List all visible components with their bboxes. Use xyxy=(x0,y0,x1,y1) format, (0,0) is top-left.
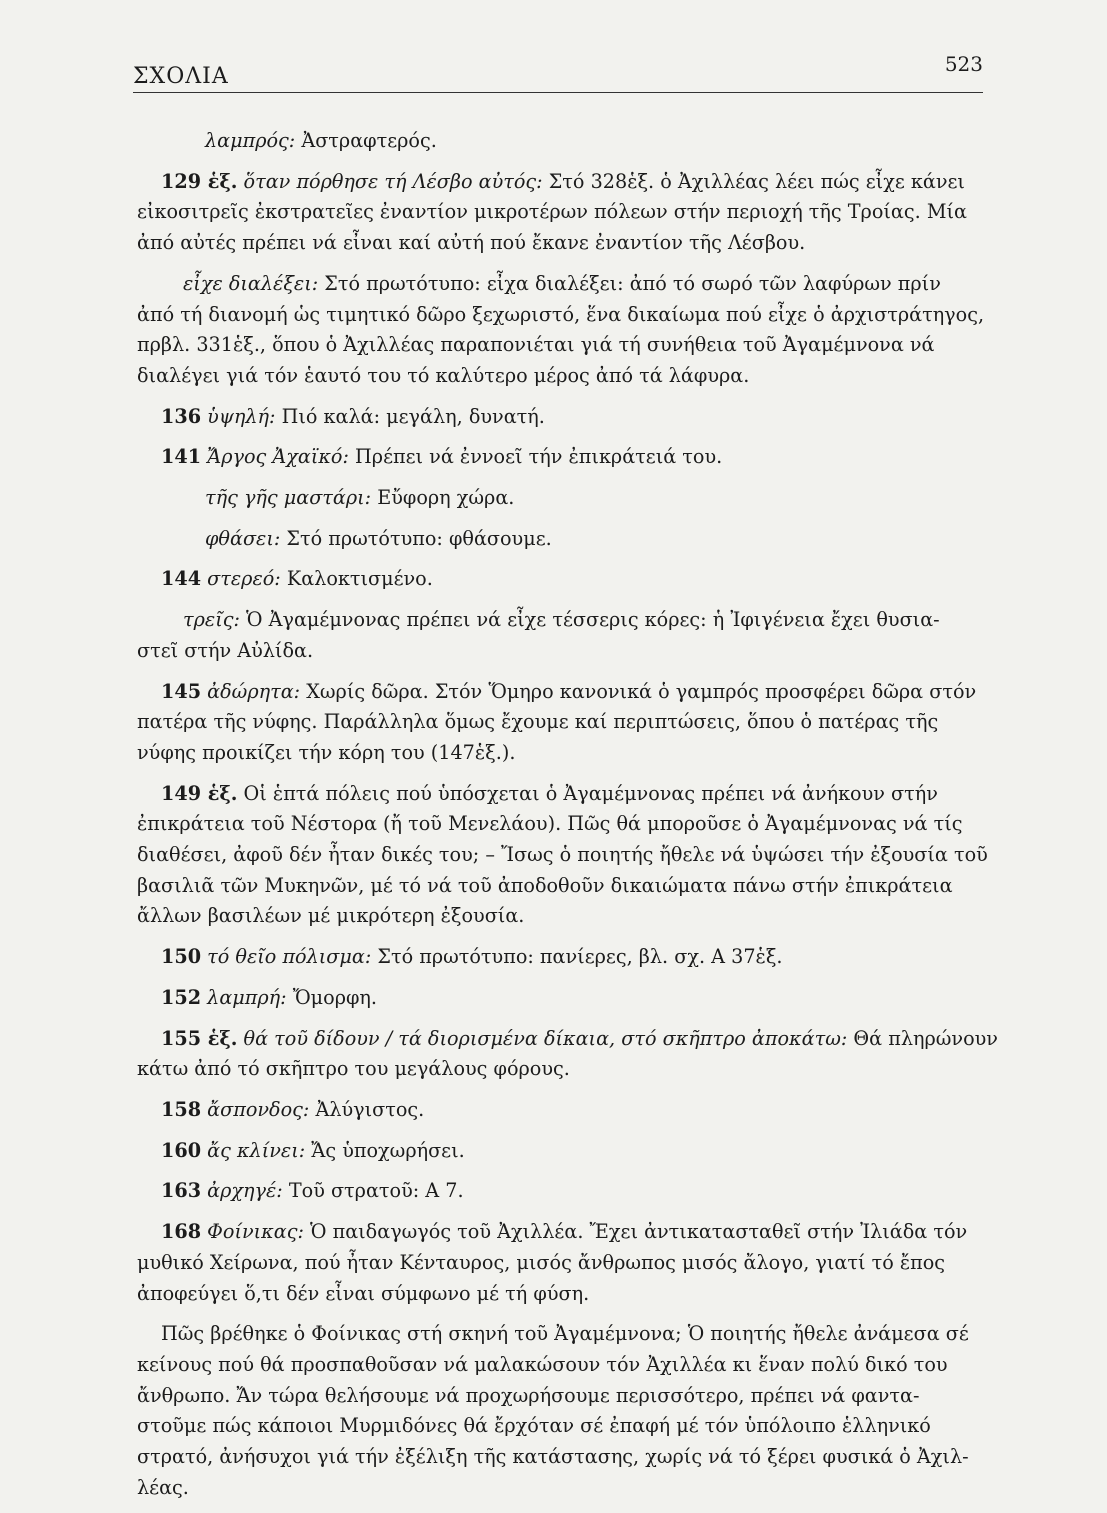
text-line xyxy=(137,402,983,433)
gloss: ἀποφεύγει ὅ,τι δέν εἶναι σύμφωνο μέ τή φύση. xyxy=(137,1281,590,1305)
running-title: ΣΧΟΛΙΑ xyxy=(133,64,229,89)
gloss: Ὁ Ἀγαμέμνονας πρέπει νά εἶχε τέσσερις κόρες: ἡ Ἰφιγένεια ἔχει θυσια- xyxy=(239,608,940,632)
text-line xyxy=(137,1473,983,1504)
gloss: μυθικό Χείρωνα, πού ἦταν Κένταυρος, μισός ἄνθρωπος μισός ἄλογο, γιατί τό ἔπος xyxy=(137,1250,946,1274)
gloss: νύφης προικίζει τήν κόρη του (147ἑξ.). xyxy=(137,740,516,764)
text-line xyxy=(137,524,983,555)
commentary-entry xyxy=(137,779,988,933)
commentary-entry xyxy=(137,126,983,157)
gloss: Στό πρωτότυπο: πανίερες, βλ. σχ. Α 37ἑξ. xyxy=(371,945,783,969)
line-number: 144 xyxy=(161,567,202,591)
line-number: 129 ἑξ. xyxy=(161,169,238,193)
gloss: Στό 328ἑξ. ὁ Ἀχιλλέας λέει πώς εἶχε κάνει xyxy=(542,169,965,193)
lemma: τό θεῖο πόλισμα: xyxy=(201,945,372,969)
line-number: 158 xyxy=(161,1097,202,1121)
gloss: ἄλλων βασιλέων μέ μικρότερη ἐξουσία. xyxy=(137,904,525,928)
text-line xyxy=(137,269,983,300)
lemma: φθάσει: xyxy=(205,526,281,550)
gloss: Χωρίς δῶρα. Στόν Ὅμηρο κανονικά ὁ γαμπρός προσφέρει δῶρα στόν xyxy=(300,679,977,703)
lemma: ὑψηλή: xyxy=(201,404,276,428)
text-line xyxy=(137,1176,983,1207)
text-line xyxy=(137,605,983,636)
text-line xyxy=(137,942,983,973)
line-number: 149 ἑξ. xyxy=(161,781,238,805)
gloss: λέας. xyxy=(137,1475,189,1499)
text-line xyxy=(137,1054,983,1085)
lemma: ἀρχηγέ: xyxy=(201,1179,283,1203)
gloss: Στό πρωτότυπο: εἶχα διαλέξει: ἀπό τό σωρό τῶν λαφύρων πρίν xyxy=(318,271,941,295)
commentary-entry xyxy=(137,1319,983,1503)
line-number: 145 xyxy=(161,679,202,703)
line-number: 141 xyxy=(161,445,202,469)
gloss: Ἄς ὑποχωρήσει. xyxy=(305,1138,465,1162)
lemma: τρεῖς: xyxy=(183,608,240,632)
lemma: ἄσπονδος: xyxy=(201,1097,310,1121)
lemma: λαμπρός: xyxy=(205,129,296,152)
commentary-entry xyxy=(137,1095,983,1126)
text-line xyxy=(137,1136,983,1167)
gloss: διαθέσει, ἀφοῦ δέν ἦταν δικές του; – Ἴσως ὁ ποιητής ἤθελε νά ὑψώσει τήν ἐξουσία τοῦ xyxy=(137,843,988,867)
gloss: Πρέπει νά ἐννοεῖ τήν ἐπικράτειά του. xyxy=(348,445,723,469)
lemma: λαμπρή: xyxy=(201,985,287,1009)
text-line xyxy=(137,1381,983,1412)
text-line xyxy=(137,1279,983,1310)
text-line xyxy=(137,1442,983,1473)
text-line xyxy=(137,809,983,840)
commentary-entry xyxy=(137,983,983,1014)
gloss: Οἱ ἑπτά πόλεις πού ὑπόσχεται ὁ Ἀγαμέμνονας πρέπει νά ἀνήκουν στήν xyxy=(237,781,938,805)
gloss: ἀπό αὐτές πρέπει νά εἶναι καί αὐτή πού ἔκανε ἐναντίον τῆς Λέσβου. xyxy=(137,231,806,255)
commentary-entry xyxy=(137,605,983,666)
commentary-entry xyxy=(137,1217,983,1309)
text-line xyxy=(137,1095,983,1126)
text-line xyxy=(137,228,983,259)
text-line xyxy=(137,779,983,810)
gloss: Πῶς βρέθηκε ὁ Φοίνικας στή σκηνή τοῦ Ἀγαμέμνονα; Ὁ ποιητής ἤθελε ἀνάμεσα σέ xyxy=(161,1322,969,1346)
text-line xyxy=(137,126,983,157)
gloss: εἰκοσιτρεῖς ἐκστρατεῖες ἐναντίον μικροτέρων πόλεων στήν περιοχή τῆς Τροίας. Μία xyxy=(137,200,967,224)
line-number: 160 xyxy=(161,1138,202,1162)
commentary-entry xyxy=(137,564,983,595)
text-line xyxy=(137,1319,983,1350)
lemma: ἀδώρητα: xyxy=(201,679,301,703)
text-line xyxy=(137,901,983,932)
text-line xyxy=(137,1024,998,1055)
lemma: Ἄργος Ἀχαϊκό: xyxy=(201,445,349,469)
commentary-body xyxy=(137,126,998,1513)
text-line xyxy=(137,738,983,769)
gloss: κάτω ἀπό τό σκῆπτρο του μεγάλους φόρους. xyxy=(137,1057,570,1081)
commentary-entry xyxy=(137,1136,983,1167)
commentary-entry xyxy=(137,524,983,555)
commentary-entry xyxy=(137,1024,998,1085)
text-line xyxy=(137,300,983,331)
commentary-entry xyxy=(137,402,983,433)
gloss: ἄνθρωπο. Ἄν τώρα θελήσουμε νά προχωρήσουμε περισσότερο, πρέπει νά φαντα- xyxy=(137,1383,920,1407)
text-line xyxy=(137,167,983,198)
text-line xyxy=(137,983,983,1014)
text-line xyxy=(137,330,983,361)
lemma: εἶχε διαλέξει: xyxy=(183,271,319,295)
page-number: 523 xyxy=(944,52,983,76)
text-line xyxy=(137,1411,983,1442)
gloss: Θά πληρώνουν xyxy=(847,1026,998,1050)
commentary-entry xyxy=(137,167,983,259)
lemma: θά τοῦ δίδουν / τά διορισμένα δίκαια, στό σκῆπτρο ἀποκάτω: xyxy=(237,1026,848,1050)
text-line xyxy=(137,871,983,902)
commentary-entry xyxy=(137,483,983,514)
gloss: στοῦμε πώς κάποιοι Μυρμιδόνες θά ἔρχόταν σέ ἐπαφή μέ τόν ὑπόλοιπο ἑλληνικό xyxy=(137,1414,931,1438)
gloss: ἀπό τή διανομή ὡς τιμητικό δῶρο ξεχωριστό, ἕνα δικαίωμα πού εἶχε ὁ ἀρχιστράτηγος, xyxy=(137,302,985,326)
text-line xyxy=(137,840,988,871)
text-line xyxy=(137,636,983,667)
gloss: Καλοκτισμένο. xyxy=(280,567,433,591)
lemma: Φοίνικας: xyxy=(201,1220,304,1244)
text-line xyxy=(137,483,983,514)
line-number: 150 xyxy=(161,945,202,969)
gloss: Ὄμορφη. xyxy=(286,985,378,1009)
gloss: πρβλ. 331ἑξ., ὅπου ὁ Ἀχιλλέας παραπονιέται γιά τή συνήθεια τοῦ Ἀγαμέμνονα νά xyxy=(137,333,935,357)
gloss: Τοῦ στρατοῦ: Α 7. xyxy=(282,1179,464,1203)
lemma: στερεό: xyxy=(201,567,281,591)
lemma: ἄς κλίνει: xyxy=(201,1138,306,1162)
line-number: 136 xyxy=(161,404,202,428)
line-number: 168 xyxy=(161,1220,202,1244)
text-line xyxy=(137,564,983,595)
text-line xyxy=(137,1350,983,1381)
text-line xyxy=(137,197,983,228)
lemma: ὅταν πόρθησε τή Λέσβο αὐτός: xyxy=(237,169,543,193)
text-line xyxy=(137,677,983,708)
text-line xyxy=(137,442,983,473)
commentary-entry xyxy=(137,269,983,392)
lemma: τῆς γῆς μαστάρι: xyxy=(205,486,372,510)
gloss: κείνους πού θά προσπαθοῦσαν νά μαλακώσουν τόν Ἀχιλλέα κι ἕναν πολύ δικό του xyxy=(137,1352,948,1376)
line-number: 163 xyxy=(161,1179,202,1203)
gloss: Ἀλύγιστος. xyxy=(309,1097,425,1121)
gloss: Ἀστραφτερός. xyxy=(295,129,437,152)
commentary-entry xyxy=(137,1176,983,1207)
text-line xyxy=(137,1248,983,1279)
gloss: ἐπικράτεια τοῦ Νέστορα (ἤ τοῦ Μενελάου). Πῶς θά μποροῦσε ὁ Ἀγαμέμνονας νά τίς xyxy=(137,812,963,836)
gloss: Εὔφορη χώρα. xyxy=(371,486,515,510)
gloss: στεῖ στήν Αὐλίδα. xyxy=(137,638,314,662)
text-line xyxy=(137,707,983,738)
gloss: στρατό, ἀνήσυχοι γιά τήν ἐξέλιξη τῆς κατάστασης, χωρίς νά τό ξέρει φυσικά ὁ Ἀχιλ- xyxy=(137,1445,969,1469)
gloss: Στό πρωτότυπο: φθάσουμε. xyxy=(280,526,552,550)
line-number: 152 xyxy=(161,985,202,1009)
line-number: 155 ἑξ. xyxy=(161,1026,238,1050)
gloss: πατέρα τῆς νύφης. Παράλληλα ὅμως ἔχουμε καί περιπτώσεις, ὅπου ὁ πατέρας τῆς xyxy=(137,710,939,734)
gloss: Ὁ παιδαγωγός τοῦ Ἀχιλλέα. Ἔχει ἀντικατασταθεῖ στήν Ἰλιάδα τόν xyxy=(303,1220,968,1244)
running-header xyxy=(133,52,983,93)
text-line xyxy=(137,1217,983,1248)
gloss: Πιό καλά: μεγάλη, δυνατή. xyxy=(275,404,545,428)
commentary-entry xyxy=(137,677,983,769)
gloss: βασιλιᾶ τῶν Μυκηνῶν, μέ τό νά τοῦ ἀποδοθοῦν δικαιώματα πάνω στήν ἐπικράτεια xyxy=(137,873,953,897)
commentary-entry xyxy=(137,942,983,973)
commentary-entry xyxy=(137,442,983,473)
text-line xyxy=(137,361,983,392)
gloss: διαλέγει γιά τόν ἑαυτό του τό καλύτερο μέρος ἀπό τά λάφυρα. xyxy=(137,363,750,387)
